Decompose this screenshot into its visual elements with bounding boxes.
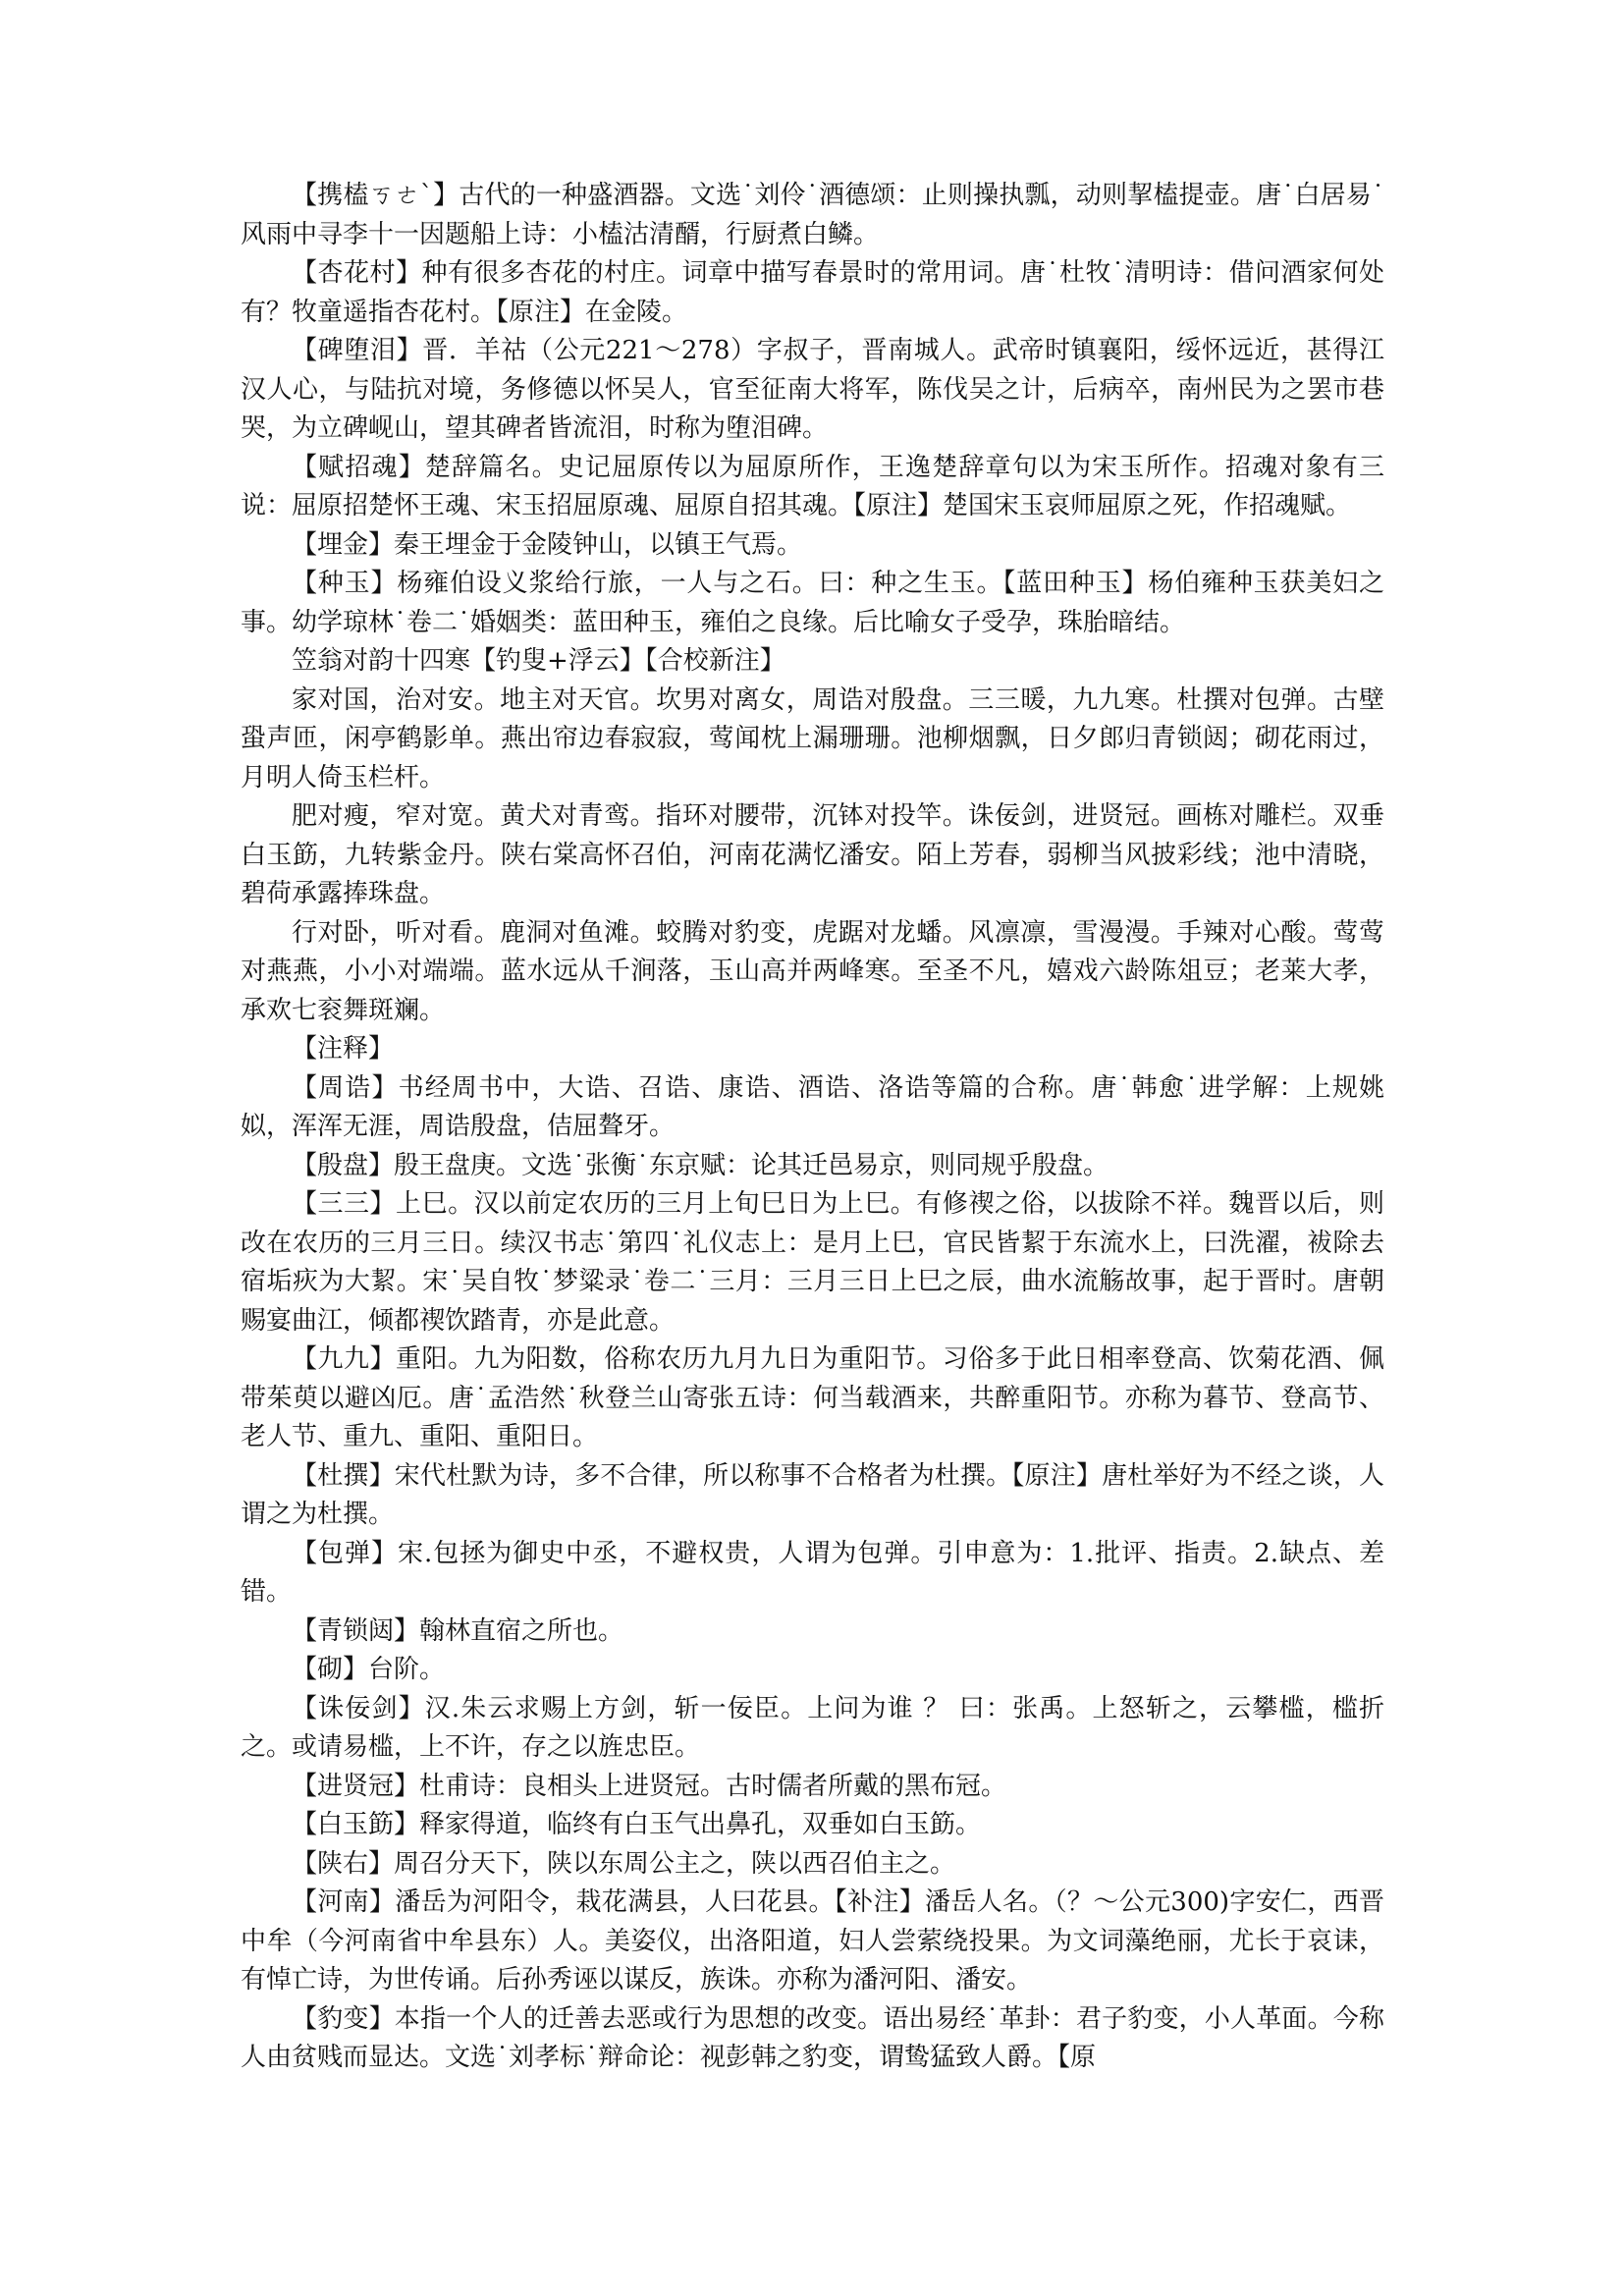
note-bai-yu-zhu: 【白玉筯】释家得道，临终有白玉气出鼻孔，双垂如白玉筯。 <box>292 1810 982 1839</box>
note-qi: 【砌】台阶。 <box>292 1655 446 1684</box>
entry-bei-duo-lei: 【碑堕泪】晋．羊祜（公元221～278）字叔子，晋南城人。武帝时镇襄阳，绥怀远近，甚得江汉人心，与陆抗对境，务修德以怀吴人，官至征南大将军，陈伐吴之计，后病卒，南州民为之罢市巷哭，为立碑岘山，望其碑者皆流泪，时称为堕泪碑。 <box>241 336 1384 443</box>
note-jiu-jiu: 【九九】重阳。九为阳数，俗称农历九月九日为重阳节。习俗多于此日相率登高、饮菊花酒、佩带茱萸以避凶厄。唐˙孟浩然˙秋登兰山寄张五诗：何当载酒来，共醉重阳节。亦称为暮节、登高节、老人节、重九、重阳、重阳日。 <box>241 1344 1384 1451</box>
note-yin-pan: 【殷盘】殷王盘庚。文选˙张衡˙东京赋：论其迁邑易京，则同规乎殷盘。 <box>292 1150 1109 1180</box>
note-zhu-ning-jian: 【诛佞剑】汉.朱云求赐上方剑，斩一佞臣。上问为谁 ？ 曰：张禹。上怒斩之，云攀槛，槛折之。或请易槛，上不许，存之以旌忠臣。 <box>241 1693 1384 1762</box>
note-zhou-gao: 【周诰】书经周书中，大诰、召诰、康诰、酒诰、洛诰等篇的合称。唐˙韩愈˙进学解：上规姚姒，浑浑无涯，周诰殷盘，佶屈聱牙。 <box>241 1072 1384 1141</box>
verse-2: 肥对瘦，窄对宽。黄犬对青鸾。指环对腰带，沉钵对投竿。诛佞剑，进贤冠。画栋对雕栏。双垂白玉筯，九转紫金丹。陕右棠高怀召伯，河南花满忆潘安。陌上芳春，弱柳当风披彩线；池中清晓，碧荷承露捧珠盘。 <box>241 801 1384 908</box>
note-shan-you: 【陕右】周召分天下，陕以东周公主之，陕以西召伯主之。 <box>292 1848 956 1879</box>
entry-fu-zhao-hun: 【赋招魂】楚辞篇名。史记屈原传以为屈原所作，王逸楚辞章句以为宋玉所作。招魂对象有三说：屈原招楚怀王魂、宋玉招屈原魂、屈原自招其魂。【原注】楚国宋玉哀师屈原之死，作招魂赋。 <box>241 452 1384 520</box>
entry-xing-hua-cun: 【杏花村】种有很多杏花的村庄。词章中描写春景时的常用词。唐˙杜牧˙清明诗：借问酒家何处有？牧童遥指杏花村。【原注】在金陵。 <box>241 258 1384 327</box>
note-jin-xian-guan: 【进贤冠】杜甫诗：良相头上进贤冠。古时儒者所戴的黑布冠。 <box>292 1771 1007 1801</box>
document-page <box>241 177 1384 2078</box>
note-qing-suo-ta: 【青锁闼】翰林直宿之所也。 <box>292 1615 624 1646</box>
entry-mai-jin: 【埋金】秦王埋金于金陵钟山，以镇王气焉。 <box>292 529 803 560</box>
section-heading: 笠翁对韵十四寒【钓叟+浮云】【合校新注】 <box>292 646 785 676</box>
notes-heading: 【注释】 <box>292 1034 395 1064</box>
entry-zhong-yu: 【种玉】杨雍伯设义浆给行旅，一人与之石。曰：种之生玉。【蓝田种玉】杨伯雍种玉获美妇之事。幼学琼林˙卷二˙婚姻类：蓝田种玉，雍伯之良缘。后比喻女子受孕，珠胎暗结。 <box>241 569 1384 637</box>
note-bao-bian: 【豹变】本指一个人的迁善去恶或行为思想的改变。语出易经˙革卦：君子豹变，小人革面。今称人由贫贱而显达。文选˙刘孝标˙辩命论：视彭韩之豹变，谓鸷猛致人爵。【原 <box>241 2003 1384 2072</box>
note-bao-dan: 【包弹】宋.包拯为御史中丞，不避权贵，人谓为包弹。引申意为：1.批评、指责。2.缺点、差错。 <box>241 1538 1384 1607</box>
verse-1: 家对国，治对安。地主对天官。坎男对离女，周诰对殷盘。三三暖，九九寒。杜撰对包弹。古壁蛩声匝，闲亭鹤影单。燕出帘边春寂寂，莺闻枕上漏珊珊。池柳烟飘，日夕郎归青锁闼；砌花雨过，月明人倚玉栏杆。 <box>241 684 1384 793</box>
note-du-zhuan: 【杜撰】宋代杜默为诗，多不合律，所以称事不合格者为杜撰。【原注】唐杜举好为不经之谈，人谓之为杜撰。 <box>241 1460 1384 1529</box>
entry-xie-ke: 【携榼ㄎㄜˋ】古代的一种盛酒器。文选˙刘伶˙酒德颂：止则操执瓢，动则挈榼提壶。唐˙白居易˙风雨中寻李十一因题船上诗：小榼沽清醑，行厨煮白鳞。 <box>241 181 1384 249</box>
note-san-san: 【三三】上巳。汉以前定农历的三月上旬巳日为上巳。有修禊之俗，以拔除不祥。魏晋以后，则改在农历的三月三日。续汉书志˙第四˙礼仪志上：是月上巳，官民皆絜于东流水上，曰洗濯，袚除去宿垢疢为大絜。宋˙吴自牧˙梦粱录˙卷二˙三月：三月三日上巳之辰，曲水流觞故事，起于晋时。唐朝赐宴曲江，倾都禊饮踏青，亦是此意。 <box>241 1189 1384 1336</box>
note-he-nan: 【河南】潘岳为河阳令，栽花满县，人曰花县。【补注】潘岳人名。（？～公元300)字安仁，西晋中牟（今河南省中牟县东）人。美姿仪，出洛阳道，妇人尝萦绕投果。为文词藻绝丽，尤长于哀诔，有悼亡诗，为世传诵。后孙秀诬以谋反，族诛。亦称为潘河阳、潘安。 <box>241 1887 1384 1995</box>
verse-3: 行对卧，听对看。鹿洞对鱼滩。蛟腾对豹变，虎踞对龙蟠。风凛凛，雪漫漫。手辣对心酸。莺莺对燕燕，小小对端端。蓝水远从千涧落，玉山高并两峰寒。至圣不凡，嬉戏六龄陈俎豆；老莱大孝，承欢七衮舞斑斓。 <box>241 917 1384 1025</box>
